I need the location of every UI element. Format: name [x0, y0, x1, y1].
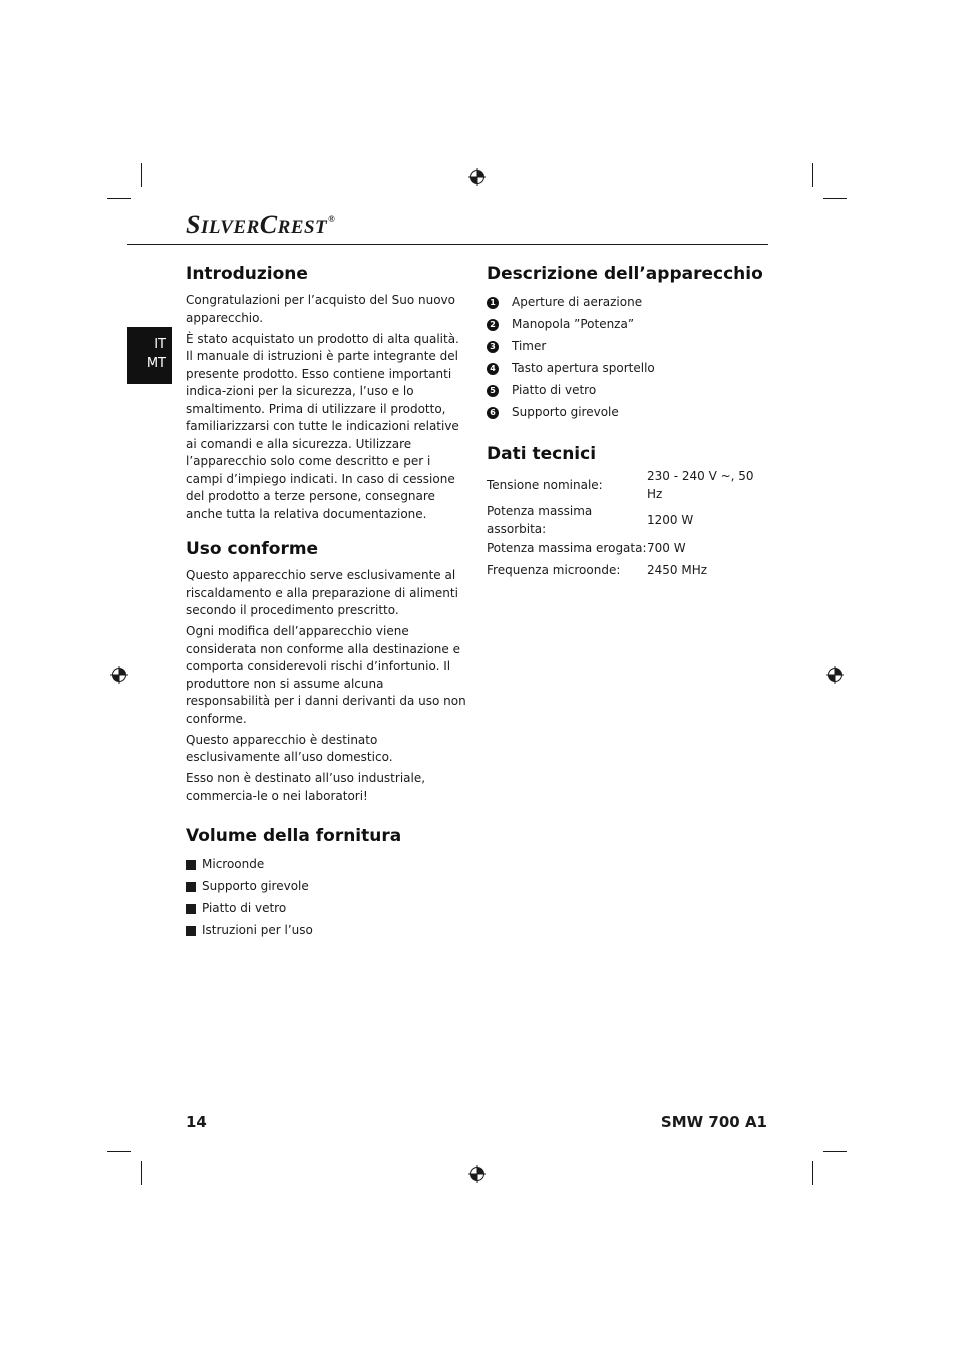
brand-logo-letters: REST — [277, 217, 328, 238]
spec-label: Tensione nominale: — [487, 477, 603, 492]
list-item-label: Piatto di vetro — [512, 383, 597, 398]
list-item — [487, 292, 769, 314]
crop-mark — [812, 163, 813, 187]
list-item — [487, 336, 769, 358]
section-descrizione — [487, 262, 769, 424]
list-item — [186, 898, 468, 920]
registration-mark-icon — [468, 168, 486, 186]
section-dati-tecnici — [487, 442, 769, 582]
language-tab — [127, 327, 172, 384]
list-item-label: Aperture di aerazione — [512, 295, 643, 310]
number-badge-icon: 6 — [487, 407, 499, 419]
table-row — [487, 560, 769, 582]
section-introduzione — [186, 262, 468, 523]
spec-value: 230 - 240 V ~, 50 Hz — [647, 469, 754, 501]
parts-list — [487, 292, 769, 424]
table-row — [487, 503, 769, 538]
list-item-label: Piatto di vetro — [202, 901, 287, 916]
list-item-label: Tasto apertura sportello — [512, 361, 655, 376]
registered-mark: ® — [328, 214, 336, 224]
bullet-square-icon — [186, 926, 196, 936]
section-heading: Introduzione — [186, 264, 308, 284]
supply-list — [186, 854, 468, 942]
list-item — [487, 358, 769, 380]
number-badge-icon: 1 — [487, 297, 499, 309]
section-heading: Dati tecnici — [487, 444, 597, 464]
specs-table — [487, 468, 769, 582]
number-badge-icon: 2 — [487, 319, 499, 331]
page-number: 14 — [186, 1113, 207, 1131]
section-heading: Volume della fornitura — [186, 826, 402, 846]
list-item — [487, 380, 769, 402]
paragraph: Congratulazioni per l’acquisto del Suo nuovo apparecchio. — [186, 293, 455, 325]
crop-mark — [823, 198, 847, 199]
paragraph: Questo apparecchio è destinato esclusivamente all’uso domestico. — [186, 732, 393, 764]
list-item — [487, 402, 769, 424]
section-volume-fornitura — [186, 824, 468, 942]
list-item-label: Supporto girevole — [512, 405, 619, 420]
list-item-label: Manopola ”Potenza” — [512, 317, 635, 332]
list-item-label: Microonde — [202, 857, 265, 872]
paragraph: Ogni modifica dell’apparecchio viene considerata non conforme alla destinazione e comporta considerevoli rischi d’infortunio. Il produttore non si assume alcuna responsabilità per i danni derivanti da uso non conforme. — [186, 624, 466, 726]
paragraph: Esso non è destinato all’uso industriale, commercia-le o nei laboratori! — [186, 771, 426, 803]
spec-value: 700 W — [647, 541, 686, 556]
spec-label: Potenza massima assorbita: — [487, 504, 593, 536]
registration-mark-icon — [826, 666, 844, 684]
section-heading: Uso conforme — [186, 539, 319, 559]
number-badge-icon: 3 — [487, 341, 499, 353]
section-heading: Descrizione dell’apparecchio — [487, 264, 763, 284]
section-uso-conforme — [186, 537, 468, 805]
header-rule — [127, 244, 768, 245]
spec-value: 1200 W — [647, 512, 694, 527]
brand-logo-letter: S — [186, 210, 201, 239]
crop-mark — [823, 1151, 847, 1152]
registration-mark-icon — [110, 666, 128, 684]
crop-mark — [141, 163, 142, 187]
list-item — [186, 854, 468, 876]
spec-value: 2450 MHz — [647, 563, 708, 578]
table-row — [487, 468, 769, 503]
spec-label: Potenza massima erogata: — [487, 541, 647, 556]
list-item-label: Supporto girevole — [202, 879, 309, 894]
bullet-square-icon — [186, 904, 196, 914]
list-item — [186, 876, 468, 898]
list-item — [186, 920, 468, 942]
crop-mark — [107, 198, 131, 199]
list-item-label: Istruzioni per l’uso — [202, 923, 313, 938]
language-code-mt: MT — [146, 356, 166, 371]
language-code-it: IT — [154, 337, 166, 352]
table-row — [487, 538, 769, 560]
paragraph: È stato acquistato un prodotto di alta qualità. Il manuale di istruzioni è parte integrante del presente prodotto. Esso contiene importanti indica-zioni per la sicurezza, l’uso e lo smaltimento. Prima di utilizzare il prodotto, familiarizzarsi con tutte le indicazioni relative ai comandi e alla sicurezza. Utilizzare l’apparecchio solo come descritto e per i campi d’impiego indicati. In caso di cessione del prodotto a terze persone, consegnare anche tutta la relativa documentazione. — [186, 331, 459, 521]
number-badge-icon: 4 — [487, 363, 499, 375]
bullet-square-icon — [186, 860, 196, 870]
bullet-square-icon — [186, 882, 196, 892]
crop-mark — [812, 1161, 813, 1185]
model-number: SMW 700 A1 — [660, 1113, 767, 1131]
right-column — [487, 262, 769, 582]
left-column — [186, 262, 468, 942]
crop-mark — [141, 1161, 142, 1185]
list-item-label: Timer — [512, 339, 547, 354]
registration-mark-icon — [468, 1165, 486, 1183]
brand-logo-letters: ILVER — [200, 217, 260, 238]
crop-mark — [107, 1151, 131, 1152]
brand-logo — [186, 210, 334, 240]
list-item — [487, 314, 769, 336]
spec-label: Frequenza microonde: — [487, 563, 621, 578]
brand-logo-letter: C — [259, 210, 278, 239]
number-badge-icon: 5 — [487, 385, 499, 397]
paragraph: Questo apparecchio serve esclusivamente al riscaldamento e alla preparazione di alimenti secondo il procedimento prescritto. — [186, 568, 458, 617]
